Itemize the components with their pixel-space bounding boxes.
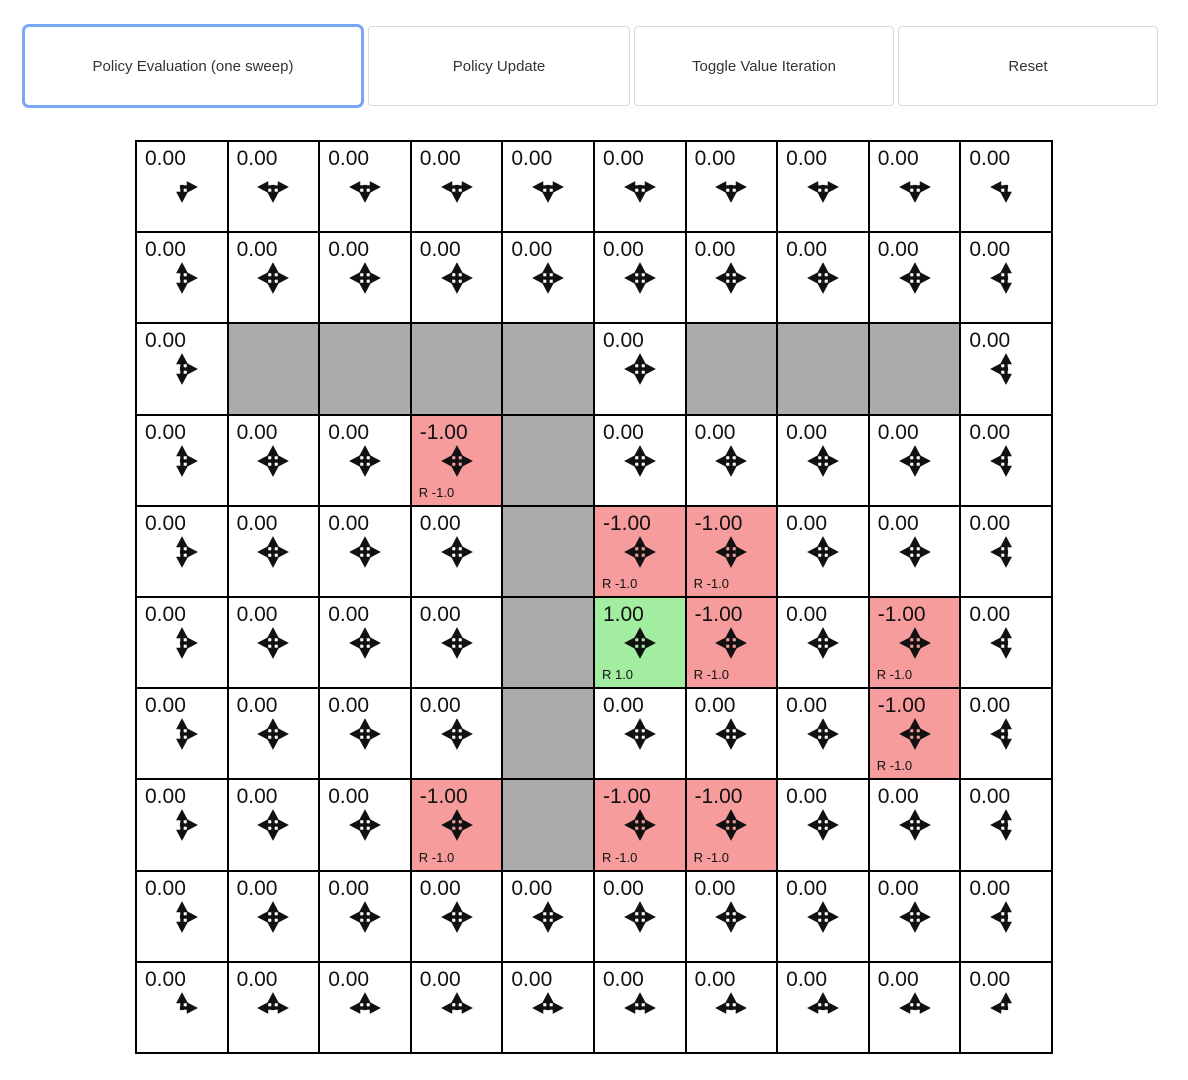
policy-arrows-icon-udr (164, 807, 200, 843)
policy-arrows-icon-udlr (897, 807, 933, 843)
cell-value: 0.00 (419, 511, 461, 535)
cell-value: 0.00 (969, 785, 1011, 809)
grid-cell[interactable] (595, 598, 687, 689)
policy-arrows-icon-ulr (622, 990, 658, 1026)
grid-cell[interactable] (687, 780, 779, 871)
grid-cell[interactable] (137, 963, 229, 1054)
policy-arrows-icon-udlr (439, 443, 475, 479)
grid-cell[interactable] (961, 233, 1053, 324)
policy-arrows-icon-udlr (713, 807, 749, 843)
cell-value: 0.00 (602, 147, 644, 170)
cell-reward-label: R -1.0 (693, 849, 729, 865)
cell-reward-label: R -1.0 (418, 484, 455, 500)
cell-value: 0.00 (145, 329, 186, 353)
policy-arrows-icon-udlr (897, 899, 933, 935)
policy-arrows-icon-udlr (897, 534, 933, 570)
wall-cell[interactable] (412, 324, 504, 415)
policy-arrows-icon-udlr (622, 534, 658, 570)
grid-cell[interactable] (412, 598, 504, 689)
grid-cell[interactable] (412, 142, 504, 233)
policy-arrows-icon-udlr (897, 443, 933, 479)
cell-value: 0.00 (419, 602, 461, 626)
grid-cell[interactable] (961, 872, 1053, 963)
grid-cell[interactable] (412, 416, 504, 507)
cell-value: 0.00 (328, 602, 370, 626)
cell-value: 0.00 (694, 238, 736, 262)
policy-arrows-icon-udlr (805, 534, 841, 570)
policy-arrows-icon-udlr (622, 807, 658, 843)
cell-value: -1.00 (694, 785, 743, 809)
wall-cell[interactable] (320, 324, 412, 415)
wall-cell[interactable] (503, 598, 595, 689)
grid-cell[interactable] (595, 416, 687, 507)
grid-cell[interactable] (137, 507, 229, 598)
grid-cell[interactable] (595, 872, 687, 963)
reset-button[interactable]: Reset (898, 26, 1158, 106)
policy-arrows-icon-udlr (439, 899, 475, 935)
policy-arrows-icon-udl (988, 625, 1024, 661)
cell-value: -1.00 (877, 694, 926, 718)
cell-value: 0.00 (786, 785, 828, 809)
toolbar (0, 0, 1188, 108)
policy-arrows-icon-udlr (713, 260, 749, 296)
policy-arrows-icon-ulr (805, 990, 841, 1026)
grid-cell[interactable] (320, 142, 412, 233)
policy-arrows-icon-ulr (713, 990, 749, 1026)
gridworld-grid (135, 140, 1053, 1054)
cell-value: 0.00 (602, 420, 644, 444)
grid-cell[interactable] (870, 507, 962, 598)
policy-arrows-icon-udlr (622, 625, 658, 661)
policy-arrows-icon-lrd (622, 169, 658, 205)
policy-arrows-icon-udr (164, 351, 200, 387)
cell-value: 1.00 (602, 602, 644, 626)
cell-value: 0.00 (419, 238, 461, 262)
grid-cell[interactable] (503, 233, 595, 324)
policy-arrows-icon-lrd (530, 169, 566, 205)
grid-cell[interactable] (687, 872, 779, 963)
grid-cell[interactable] (412, 689, 504, 780)
grid-cell[interactable] (778, 233, 870, 324)
grid-cell[interactable] (870, 963, 962, 1054)
grid-cell[interactable] (137, 416, 229, 507)
policy-arrows-icon-udlr (439, 534, 475, 570)
grid-cell[interactable] (137, 324, 229, 415)
grid-cell[interactable] (595, 142, 687, 233)
grid-cell[interactable] (503, 872, 595, 963)
grid-cell[interactable] (503, 142, 595, 233)
cell-value: 0.00 (877, 967, 919, 991)
policy-arrows-icon-udl (988, 260, 1024, 296)
cell-value: -1.00 (694, 602, 743, 626)
policy-arrows-icon-udlr (622, 351, 658, 387)
grid-cell[interactable] (595, 507, 687, 598)
cell-reward-label: R -1.0 (876, 667, 913, 683)
policy-arrows-icon-udlr (805, 443, 841, 479)
wall-cell[interactable] (778, 324, 870, 415)
grid-cell[interactable] (320, 689, 412, 780)
cell-value: 0.00 (602, 876, 644, 900)
policy-arrows-icon-lrd (713, 169, 749, 205)
grid-cell[interactable] (137, 780, 229, 871)
cell-value: 0.00 (145, 511, 186, 535)
policy-arrows-icon-udlr (622, 716, 658, 752)
grid-cell[interactable] (961, 507, 1053, 598)
cell-value: 0.00 (236, 511, 278, 535)
policy-arrows-icon-lrd (255, 169, 291, 205)
cell-value: 0.00 (877, 511, 919, 535)
cell-value: 0.00 (786, 967, 828, 991)
policy-arrows-icon-udlr (255, 899, 291, 935)
grid-cell[interactable] (229, 142, 321, 233)
grid-cell[interactable] (778, 142, 870, 233)
cell-value: 0.00 (786, 602, 828, 626)
cell-value: 0.00 (877, 785, 919, 809)
grid-cell[interactable] (137, 598, 229, 689)
cell-value: 0.00 (877, 147, 919, 170)
policy-arrows-icon-ulr (530, 990, 566, 1026)
policy-arrows-icon-udlr (622, 899, 658, 935)
cell-value: 0.00 (236, 694, 278, 718)
cell-value: -1.00 (694, 511, 743, 535)
cell-value: 0.00 (236, 420, 278, 444)
policy-arrows-icon-udlr (622, 443, 658, 479)
grid-cell[interactable] (320, 872, 412, 963)
policy-arrows-icon-ld (988, 169, 1024, 205)
grid-cell[interactable] (778, 872, 870, 963)
policy-arrows-icon-ur (164, 990, 200, 1026)
cell-value: 0.00 (328, 420, 370, 444)
policy-arrows-icon-ul (988, 990, 1024, 1026)
wall-cell[interactable] (687, 324, 779, 415)
cell-value: -1.00 (602, 785, 651, 809)
cell-value: 0.00 (786, 147, 828, 170)
cell-value: 0.00 (786, 420, 828, 444)
policy-arrows-icon-udlr (713, 625, 749, 661)
grid-cell[interactable] (595, 780, 687, 871)
grid-cell[interactable] (320, 963, 412, 1054)
cell-value: -1.00 (877, 602, 926, 626)
grid-cell[interactable] (320, 233, 412, 324)
cell-value: 0.00 (786, 876, 828, 900)
cell-value: 0.00 (328, 511, 370, 535)
cell-value: -1.00 (419, 785, 468, 809)
policy-arrows-icon-udlr (347, 625, 383, 661)
policy-arrows-icon-udlr (255, 260, 291, 296)
grid-cell[interactable] (412, 780, 504, 871)
policy-arrows-icon-udlr (805, 625, 841, 661)
cell-value: 0.00 (419, 967, 461, 991)
cell-value: 0.00 (236, 147, 278, 170)
cell-value: 0.00 (419, 694, 461, 718)
cell-value: 0.00 (236, 876, 278, 900)
cell-value: 0.00 (969, 329, 1011, 353)
grid-cell[interactable] (687, 598, 779, 689)
cell-value: 0.00 (602, 329, 644, 353)
grid-cell[interactable] (687, 233, 779, 324)
policy-arrows-icon-udr (164, 625, 200, 661)
grid-cell[interactable] (687, 963, 779, 1054)
grid-cell[interactable] (687, 507, 779, 598)
cell-value: 0.00 (969, 876, 1011, 900)
cell-value: 0.00 (511, 147, 553, 170)
policy-arrows-icon-udlr (347, 260, 383, 296)
grid-cell[interactable] (320, 780, 412, 871)
policy-arrows-icon-udlr (439, 807, 475, 843)
grid-cell[interactable] (870, 233, 962, 324)
cell-value: 0.00 (694, 967, 736, 991)
cell-value: 0.00 (969, 238, 1011, 262)
policy-evaluation-button[interactable]: Policy Evaluation (one sweep) (22, 24, 364, 108)
grid-cell[interactable] (137, 142, 229, 233)
cell-reward-label: R -1.0 (693, 667, 729, 683)
wall-cell[interactable] (503, 507, 595, 598)
grid-cell[interactable] (870, 780, 962, 871)
cell-value: 0.00 (328, 694, 370, 718)
policy-arrows-icon-udlr (897, 716, 933, 752)
cell-value: 0.00 (786, 511, 828, 535)
policy-arrows-icon-udlr (439, 260, 475, 296)
cell-reward-label: R 1.0 (601, 667, 634, 683)
policy-arrows-icon-udlr (347, 807, 383, 843)
policy-arrows-icon-udlr (439, 716, 475, 752)
policy-arrows-icon-udlr (713, 534, 749, 570)
wall-cell[interactable] (503, 780, 595, 871)
grid-cell[interactable] (778, 416, 870, 507)
grid-cell[interactable] (229, 598, 321, 689)
grid-cell[interactable] (229, 872, 321, 963)
grid-cell[interactable] (778, 507, 870, 598)
cell-value: 0.00 (419, 147, 461, 170)
policy-arrows-icon-udlr (347, 899, 383, 935)
policy-arrows-icon-udlr (713, 716, 749, 752)
cell-value: 0.00 (145, 785, 186, 809)
cell-value: 0.00 (328, 785, 370, 809)
grid-cell[interactable] (595, 324, 687, 415)
grid-cell[interactable] (595, 689, 687, 780)
grid-cell[interactable] (687, 416, 779, 507)
grid-cell[interactable] (320, 598, 412, 689)
cell-value: 0.00 (969, 602, 1011, 626)
cell-value: 0.00 (145, 238, 186, 262)
policy-arrows-icon-udlr (439, 625, 475, 661)
policy-arrows-icon-udr (164, 443, 200, 479)
policy-arrows-icon-udr (164, 716, 200, 752)
policy-arrows-icon-udlr (255, 716, 291, 752)
grid-cell[interactable] (229, 780, 321, 871)
grid-cell[interactable] (778, 963, 870, 1054)
grid-cell[interactable] (412, 233, 504, 324)
policy-arrows-icon-udlr (255, 625, 291, 661)
cell-value: 0.00 (236, 785, 278, 809)
cell-reward-label: R -1.0 (876, 758, 913, 774)
cell-value: 0.00 (328, 238, 370, 262)
cell-value: 0.00 (694, 420, 736, 444)
policy-arrows-icon-ulr (439, 990, 475, 1026)
grid-cell[interactable] (961, 689, 1053, 780)
cell-reward-label: R -1.0 (693, 575, 729, 591)
grid-cell[interactable] (961, 416, 1053, 507)
policy-arrows-icon-udlr (347, 443, 383, 479)
cell-value: 0.00 (145, 147, 186, 170)
grid-cell[interactable] (229, 416, 321, 507)
cell-value: 0.00 (969, 511, 1011, 535)
grid-cell[interactable] (229, 233, 321, 324)
cell-value: 0.00 (419, 876, 461, 900)
grid-cell[interactable] (229, 963, 321, 1054)
grid-cell[interactable] (961, 324, 1053, 415)
cell-value: 0.00 (694, 694, 736, 718)
grid-cell[interactable] (870, 598, 962, 689)
grid-cell[interactable] (961, 142, 1053, 233)
grid-cell[interactable] (778, 780, 870, 871)
policy-arrows-icon-udl (988, 351, 1024, 387)
cell-value: 0.00 (694, 876, 736, 900)
wall-cell[interactable] (870, 324, 962, 415)
grid-cell[interactable] (137, 233, 229, 324)
grid-cell[interactable] (961, 598, 1053, 689)
cell-value: 0.00 (969, 967, 1011, 991)
grid-cell[interactable] (229, 689, 321, 780)
cell-value: 0.00 (602, 967, 644, 991)
wall-cell[interactable] (503, 689, 595, 780)
toggle-value-iteration-button[interactable]: Toggle Value Iteration (634, 26, 894, 106)
cell-value: 0.00 (602, 694, 644, 718)
cell-value: 0.00 (786, 238, 828, 262)
cell-value: 0.00 (145, 694, 186, 718)
policy-arrows-icon-udlr (805, 807, 841, 843)
cell-value: 0.00 (969, 147, 1011, 170)
cell-value: 0.00 (328, 876, 370, 900)
policy-arrows-icon-udlr (347, 716, 383, 752)
policy-arrows-icon-ulr (897, 990, 933, 1026)
policy-arrows-icon-udlr (530, 260, 566, 296)
grid-cell[interactable] (778, 598, 870, 689)
policy-arrows-icon-udr (164, 260, 200, 296)
grid-cell[interactable] (412, 963, 504, 1054)
cell-value: -1.00 (419, 420, 468, 444)
grid-cell[interactable] (870, 416, 962, 507)
policy-arrows-icon-lrd (439, 169, 475, 205)
policy-arrows-icon-ulr (255, 990, 291, 1026)
policy-arrows-icon-udlr (805, 260, 841, 296)
cell-value: 0.00 (877, 420, 919, 444)
cell-value: 0.00 (236, 967, 278, 991)
cell-reward-label: R -1.0 (418, 849, 455, 865)
wall-cell[interactable] (503, 416, 595, 507)
policy-arrows-icon-udlr (897, 625, 933, 661)
policy-arrows-icon-udl (988, 716, 1024, 752)
policy-arrows-icon-udlr (897, 260, 933, 296)
grid-cell[interactable] (687, 689, 779, 780)
policy-arrows-icon-udlr (530, 899, 566, 935)
policy-arrows-icon-udlr (255, 534, 291, 570)
grid-cell[interactable] (961, 963, 1053, 1054)
policy-arrows-icon-udlr (347, 534, 383, 570)
grid-cell[interactable] (870, 872, 962, 963)
cell-value: 0.00 (877, 238, 919, 262)
grid-cell[interactable] (595, 233, 687, 324)
grid-cell[interactable] (961, 780, 1053, 871)
policy-arrows-icon-udlr (622, 260, 658, 296)
policy-arrows-icon-lrd (347, 169, 383, 205)
wall-cell[interactable] (503, 324, 595, 415)
grid-cell[interactable] (595, 963, 687, 1054)
policy-arrows-icon-udr (164, 534, 200, 570)
grid-cell[interactable] (412, 872, 504, 963)
grid-cell[interactable] (778, 689, 870, 780)
policy-arrows-icon-rd (164, 169, 200, 205)
grid-cell[interactable] (870, 689, 962, 780)
grid-cell[interactable] (320, 416, 412, 507)
policy-arrows-icon-udl (988, 899, 1024, 935)
policy-arrows-icon-lrd (805, 169, 841, 205)
policy-arrows-icon-lrd (897, 169, 933, 205)
policy-arrows-icon-udlr (255, 443, 291, 479)
grid-cell[interactable] (320, 507, 412, 598)
policy-arrows-icon-ulr (347, 990, 383, 1026)
cell-value: 0.00 (145, 602, 186, 626)
policy-arrows-icon-udl (988, 807, 1024, 843)
cell-value: 0.00 (328, 147, 370, 170)
cell-value: -1.00 (602, 511, 651, 535)
cell-value: 0.00 (969, 420, 1011, 444)
grid-cell[interactable] (870, 142, 962, 233)
wall-cell[interactable] (229, 324, 321, 415)
cell-value: 0.00 (511, 238, 553, 262)
policy-arrows-icon-udlr (713, 443, 749, 479)
cell-value: 0.00 (602, 238, 644, 262)
cell-value: 0.00 (145, 967, 186, 991)
policy-arrows-icon-udlr (713, 899, 749, 935)
policy-arrows-icon-udl (988, 534, 1024, 570)
cell-value: 0.00 (511, 967, 553, 991)
cell-reward-label: R -1.0 (601, 849, 638, 865)
policy-arrows-icon-udlr (255, 807, 291, 843)
grid-cell[interactable] (503, 963, 595, 1054)
grid-cell[interactable] (137, 872, 229, 963)
policy-arrows-icon-udl (988, 443, 1024, 479)
grid-cell[interactable] (687, 142, 779, 233)
cell-value: 0.00 (694, 147, 736, 170)
policy-arrows-icon-udlr (805, 899, 841, 935)
cell-value: 0.00 (236, 238, 278, 262)
cell-reward-label: R -1.0 (601, 575, 638, 591)
cell-value: 0.00 (786, 694, 828, 718)
grid-cell[interactable] (412, 507, 504, 598)
cell-value: 0.00 (969, 694, 1011, 718)
policy-update-button[interactable]: Policy Update (368, 26, 630, 106)
cell-value: 0.00 (145, 420, 186, 444)
cell-value: 0.00 (877, 876, 919, 900)
cell-value: 0.00 (236, 602, 278, 626)
policy-arrows-icon-udlr (805, 716, 841, 752)
grid-cell[interactable] (137, 689, 229, 780)
cell-value: 0.00 (511, 876, 553, 900)
grid-cell[interactable] (229, 507, 321, 598)
cell-value: 0.00 (328, 967, 370, 991)
cell-value: 0.00 (145, 876, 186, 900)
policy-arrows-icon-udr (164, 899, 200, 935)
